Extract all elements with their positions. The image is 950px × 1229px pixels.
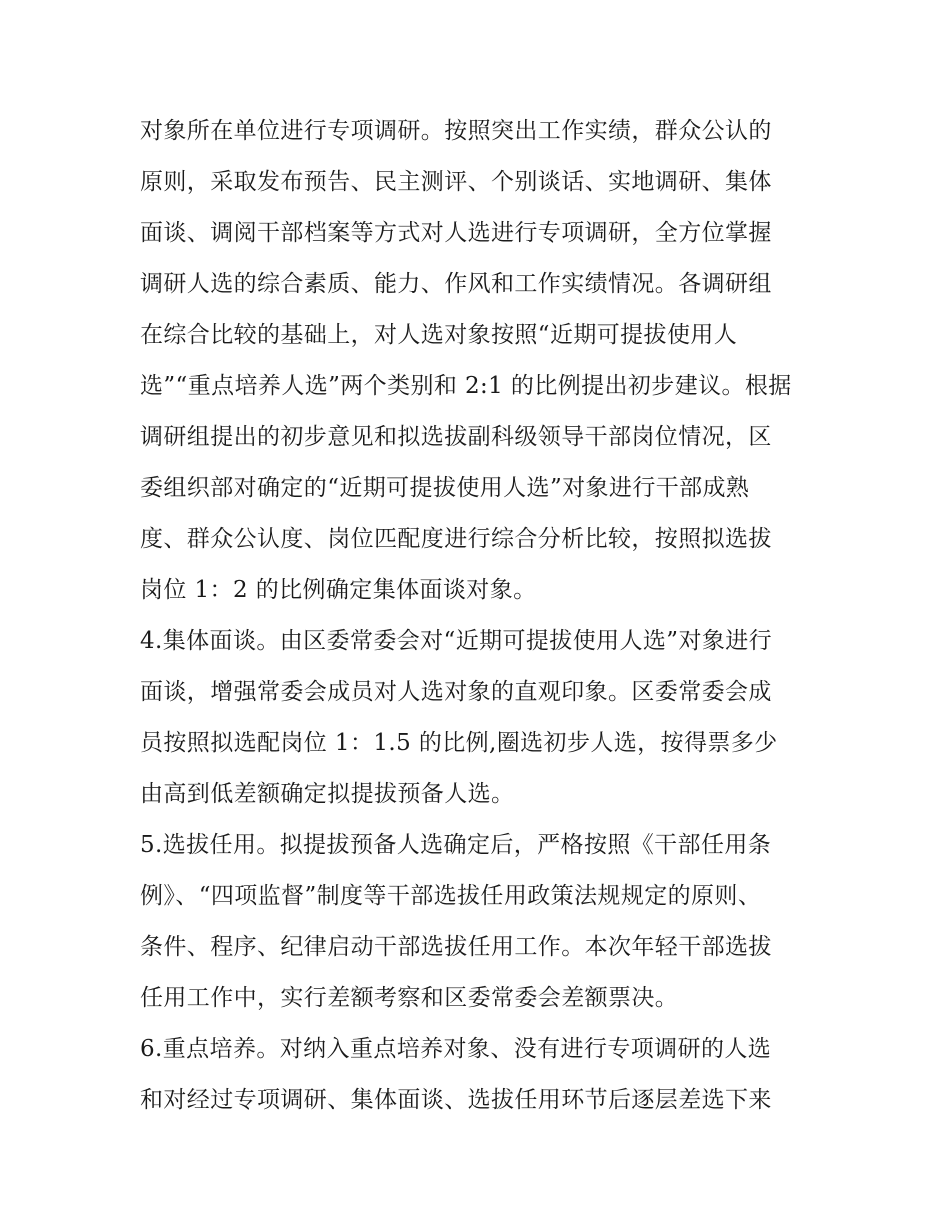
text-line: 条件、程序、纪律启动干部选拔任用工作。本次年轻干部选拔 bbox=[140, 934, 772, 960]
text-line: 对象所在单位进行专项调研。按照突出工作实绩，群众公认的 bbox=[140, 118, 772, 144]
document-body bbox=[140, 106, 820, 1126]
section-heading-line: 5.选拔任用。拟提拔预备人选确定后，严格按照《干部任用条 bbox=[140, 832, 772, 858]
text-line: 原则，采取发布预告、民主测评、个别谈话、实地调研、集体 bbox=[140, 169, 772, 195]
text-line: 员按照拟选配岗位 1：1.5 的比例,圈选初步人选，按得票多少 bbox=[140, 730, 778, 756]
text-line: 任用工作中，实行差额考察和区委常委会差额票决。 bbox=[140, 985, 679, 1011]
text-line: 岗位 1：2 的比例确定集体面谈对象。 bbox=[140, 577, 537, 603]
text-line: 在综合比较的基础上，对人选对象按照“近期可提拔使用人 bbox=[140, 322, 738, 348]
text-line: 调研人选的综合素质、能力、作风和工作实绩情况。各调研组 bbox=[140, 271, 772, 297]
text-line: 面谈，增强常委会成员对人选对象的直观印象。区委常委会成 bbox=[140, 679, 772, 705]
text-line: 例》、“四项监督”制度等干部选拔任用政策法规规定的原则、 bbox=[140, 883, 762, 909]
text-line: 由高到低差额确定拟提拔预备人选。 bbox=[140, 781, 515, 807]
text-line: 调研组提出的初步意见和拟选拔副科级领导干部岗位情况，区 bbox=[140, 424, 772, 450]
text-line: 面谈、调阅干部档案等方式对人选进行专项调研，全方位掌握 bbox=[140, 220, 772, 246]
text-line: 委组织部对确定的“近期可提拔使用人选”对象进行干部成熟 bbox=[140, 475, 750, 501]
section-heading-line: 6.重点培养。对纳入重点培养对象、没有进行专项调研的人选 bbox=[140, 1036, 772, 1062]
text-line: 和对经过专项调研、集体面谈、选拔任用环节后逐层差选下来 bbox=[140, 1087, 772, 1113]
text-line: 度、群众公认度、岗位匹配度进行综合分析比较，按照拟选拔 bbox=[140, 526, 772, 552]
section-heading-line: 4.集体面谈。由区委常委会对“近期可提拔使用人选”对象进行 bbox=[140, 628, 773, 654]
text-line: 选”“重点培养人选”两个类别和 2:1 的比例提出初步建议。根据 bbox=[140, 373, 792, 399]
